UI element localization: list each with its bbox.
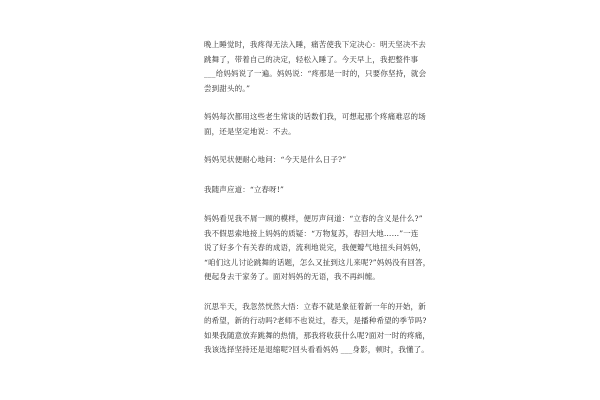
text-line: 说了好多个有关春的成语，流利地说完，我便瓣气地扭头问妈妈， [204,243,426,252]
essay-text [204,38,431,358]
text-line: 沉思半天，我忽然恍然大悟：立春不就是象征着新一年的开始，新 [204,301,426,311]
paragraph-6 [204,300,431,358]
text-line: 如果我随意放弃跳舞的热情，那我将收获什么呢?面对一时的疼痛， [204,330,431,340]
text-line: 我该选择坚持还是退缩呢?回头看看妈妈 ___身影，顿时，我懂了。 [204,345,429,354]
paragraph-1 [204,38,427,96]
text-line: 晚上睡觉时，我疼得无法入睡，痛苦使我下定决心：明天坚决不去 [204,40,426,49]
text-line: 我不假思索地接上妈妈的质疑：“万物复苏，春回大地……”一连 [204,228,419,238]
text-line: 妈妈每次都用这些老生常谈的话数们我，可想起那个疼痛难忍的场 [204,112,426,121]
paragraph-spacer [204,285,404,300]
text-line: 我随声应道：“立春呀!” [204,184,284,194]
paragraph-5 [204,212,431,285]
text-line: 妈妈看见我不屑一顾的模样，便厉声问道：“立春的含义是什么?” [204,214,423,223]
paragraph-spacer [204,197,404,212]
paragraph-spacer [204,168,404,183]
text-line: 的希望，新的行动吗?老师不也说过，春天，是播种希望的季节吗? [204,316,427,325]
paragraph-spacer [204,139,404,153]
text-line: 面，还是坚定地说：不去。 [204,126,296,136]
text-line: 便起身去干家务了。面对妈妈的无语，我不再纠缠。 [204,272,380,281]
paragraph-3 [204,153,404,168]
text-line: “咱们这儿讨论跳舞的话题，怎么又扯到这儿来呢?”妈妈没有回答， [204,257,431,267]
text-line: 妈妈见状便耐心地问：“今天是什么日子?” [204,155,347,164]
paragraph-spacer [204,96,404,110]
paragraph-2 [204,110,426,139]
text-line: ___给妈妈说了一遍。妈妈说：“疼那是一时的，只要你坚持，就会 [204,69,427,78]
text-line: 跳舞了，带着自己的决定，轻松入睡了。今天早上，我把整件事 [204,54,419,64]
text-line: 尝到甜头的。” [204,83,251,93]
paragraph-4 [204,183,404,198]
